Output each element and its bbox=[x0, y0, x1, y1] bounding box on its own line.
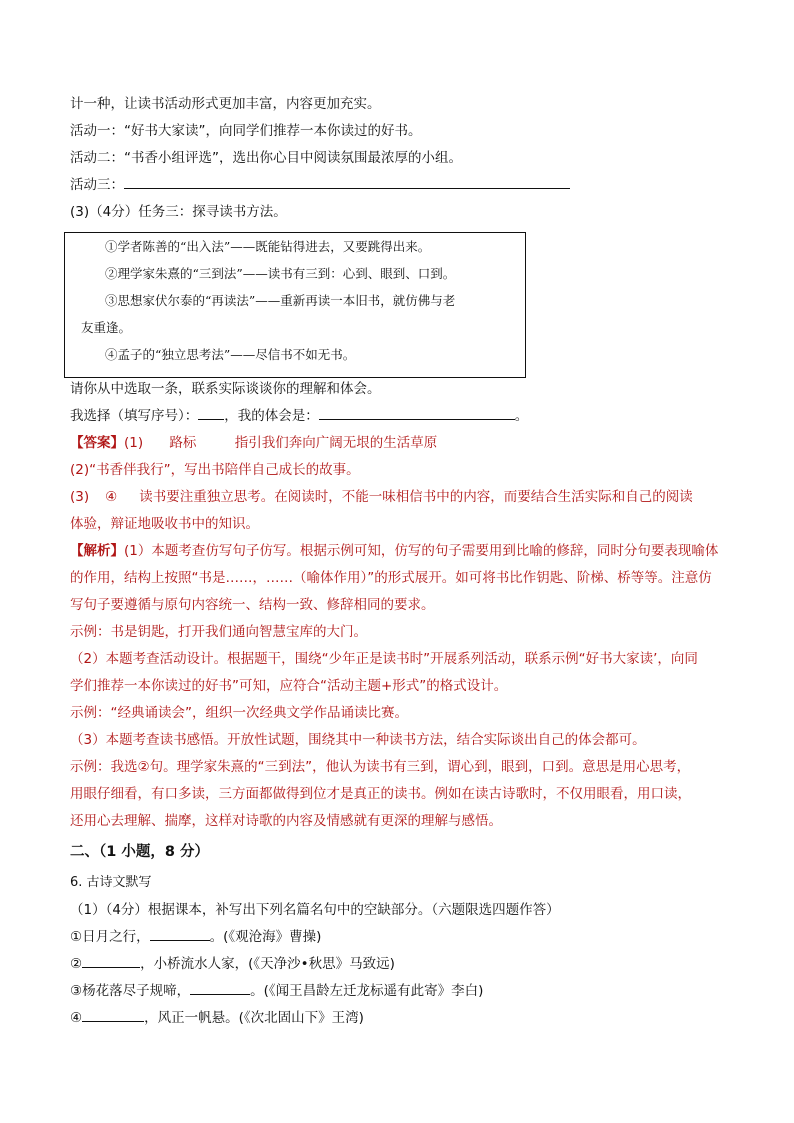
analysis-line-1 bbox=[70, 540, 730, 562]
poem-1-text: ①日月之行， bbox=[70, 929, 150, 945]
answer-3-selection: ④ bbox=[105, 489, 118, 505]
answer-line-2: (2)“书香伴我行”，写出书陪伴自己成长的故事。 bbox=[70, 462, 360, 478]
activity-two: 活动二：“书香小组评选”，选出你心目中阅读氛围最浓厚的小组。 bbox=[70, 150, 462, 166]
method-3: ③思想家伏尔泰的“再读法”——重新再读一本旧书，就仿佛与老 bbox=[105, 293, 456, 308]
answer-3-number: (3) bbox=[70, 489, 90, 505]
activity-three-blank[interactable] bbox=[124, 174, 570, 189]
analysis-tag: 【解析】 bbox=[70, 543, 124, 559]
poem-2-text: ，小桥流水人家，(《天净沙•秋思》马致远) bbox=[140, 956, 395, 972]
method-1: ①学者陈善的“出入法”——既能钻得进去，又要跳得出来。 bbox=[105, 239, 431, 254]
poem-3-blank[interactable] bbox=[190, 980, 250, 995]
text-line: 计一种，让读书活动形式更加丰富，内容更加充实。 bbox=[70, 96, 381, 112]
choice-line bbox=[70, 405, 730, 427]
activity-three bbox=[70, 174, 730, 196]
reading-methods-box bbox=[64, 232, 526, 378]
answer-1-number: (1) bbox=[124, 435, 144, 451]
poem-1-blank[interactable] bbox=[150, 926, 210, 941]
activity-one: 活动一：“好书大家读”，向同学们推荐一本你读过的好书。 bbox=[70, 123, 422, 139]
method-2: ②理学家朱熹的“三到法”——读书有三到：心到、眼到、口到。 bbox=[105, 266, 456, 281]
poem-2-blank[interactable] bbox=[82, 953, 140, 968]
analysis-line-3: 写句子要遵循与原句内容统一、结构一致、修辞相同的要求。 bbox=[70, 597, 435, 613]
task-three-heading: (3)（4分）任务三：探寻读书方法。 bbox=[70, 204, 287, 220]
poem-item-3 bbox=[70, 980, 730, 1002]
poem-item-4 bbox=[70, 1007, 730, 1029]
analysis-line-4: （2）本题考查活动设计。根据题干，围绕“少年正是读书时”开展系列活动，联系示例“好书大家读’，向同 bbox=[70, 651, 698, 667]
poem-2-number: ② bbox=[70, 956, 83, 972]
poem-1-source: 。(《观沧海》曹操) bbox=[209, 929, 322, 945]
answer-line-1 bbox=[70, 432, 730, 454]
poem-3-source: 。(《闻王昌龄左迁龙标遥有此寄》李白) bbox=[250, 983, 484, 999]
analysis-line-6: （3）本题考查读书感悟。开放性试题，围绕其中一种读书方法，结合实际谈出自己的体会都可。 bbox=[70, 732, 646, 748]
answer-tag: 【答案】 bbox=[70, 435, 124, 451]
analysis-line-2: 的作用，结构上按照“书是……，……（喻体作用）”的形式展开。如可将书比作钥匙、阶梯、桥等等。注意仿 bbox=[70, 570, 712, 586]
analysis-line-5: 学们推荐一本你读过的好书”可知，应符合“活动主题+形式”的格式设计。 bbox=[70, 678, 508, 694]
answer-1-word: 路标 bbox=[169, 435, 197, 451]
analysis-line-7: 示例：我选②句。理学家朱熹的“三到法”，他认为读书有三到，谓心到，眼到，口到。意思是用心思考， bbox=[70, 759, 691, 775]
poem-4-text: ，风正一帆悬。(《次北固山下》王湾) bbox=[144, 1010, 364, 1026]
poem-3-text: ③杨花落尽子规啼， bbox=[70, 983, 191, 999]
poem-item-1 bbox=[70, 926, 730, 948]
analysis-example-1: 示例：书是钥匙，打开我们通向智慧宝库的大门。 bbox=[70, 624, 367, 640]
activity-three-label: 活动三： bbox=[70, 177, 124, 193]
method-3-cont: 友重逢。 bbox=[81, 320, 132, 335]
answer-1-phrase: 指引我们奔向广阔无垠的生活草原 bbox=[234, 435, 438, 451]
poem-4-number: ④ bbox=[70, 1010, 83, 1026]
analysis-line-9: 还用心去理解、揣摩，这样对诗歌的内容及情感就有更深的理解与感悟。 bbox=[70, 813, 502, 829]
poem-item-2 bbox=[70, 953, 730, 975]
poem-4-blank[interactable] bbox=[82, 1007, 144, 1022]
section-heading: 二、（1 小题，8 分） bbox=[70, 844, 210, 860]
choice-blank[interactable] bbox=[198, 405, 224, 420]
answer-3-text: 读书要注重独立思考。在阅读时，不能一味相信书中的内容，而要结合生活实际和自己的阅读 bbox=[139, 489, 693, 505]
feeling-blank[interactable] bbox=[319, 405, 515, 420]
question-title: 6. 古诗文默写 bbox=[70, 875, 152, 890]
choice-label: 我选择（填写序号）： bbox=[70, 408, 199, 424]
period: 。 bbox=[514, 408, 529, 424]
answer-line-3 bbox=[70, 486, 730, 508]
answer-line-4: 体验，辩证地吸收书中的知识。 bbox=[70, 516, 259, 532]
analysis-line-8: 用眼仔细看，有口多读，三方面都做得到位才是真正的读书。例如在读古诗歌时，不仅用眼看，用口读， bbox=[70, 786, 691, 802]
feeling-label: ，我的体会是： bbox=[224, 408, 319, 424]
analysis-example-2: 示例：“经典诵读会”，组织一次经典文学作品诵读比赛。 bbox=[70, 705, 408, 721]
question-instruction: （1）（4分）根据课本，补写出下列名篇名句中的空缺部分。（六题限选四题作答） bbox=[70, 902, 560, 918]
analysis-text: (1）本题考查仿写句子仿写。根据示例可知，仿写的句子需要用到比喻的修辞，同时分句要表现喻体 bbox=[124, 543, 719, 559]
method-4: ④孟子的“独立思考法”——尽信书不如无书。 bbox=[105, 347, 356, 362]
prompt-line: 请你从中选取一条，联系实际谈谈你的理解和体会。 bbox=[70, 381, 381, 397]
